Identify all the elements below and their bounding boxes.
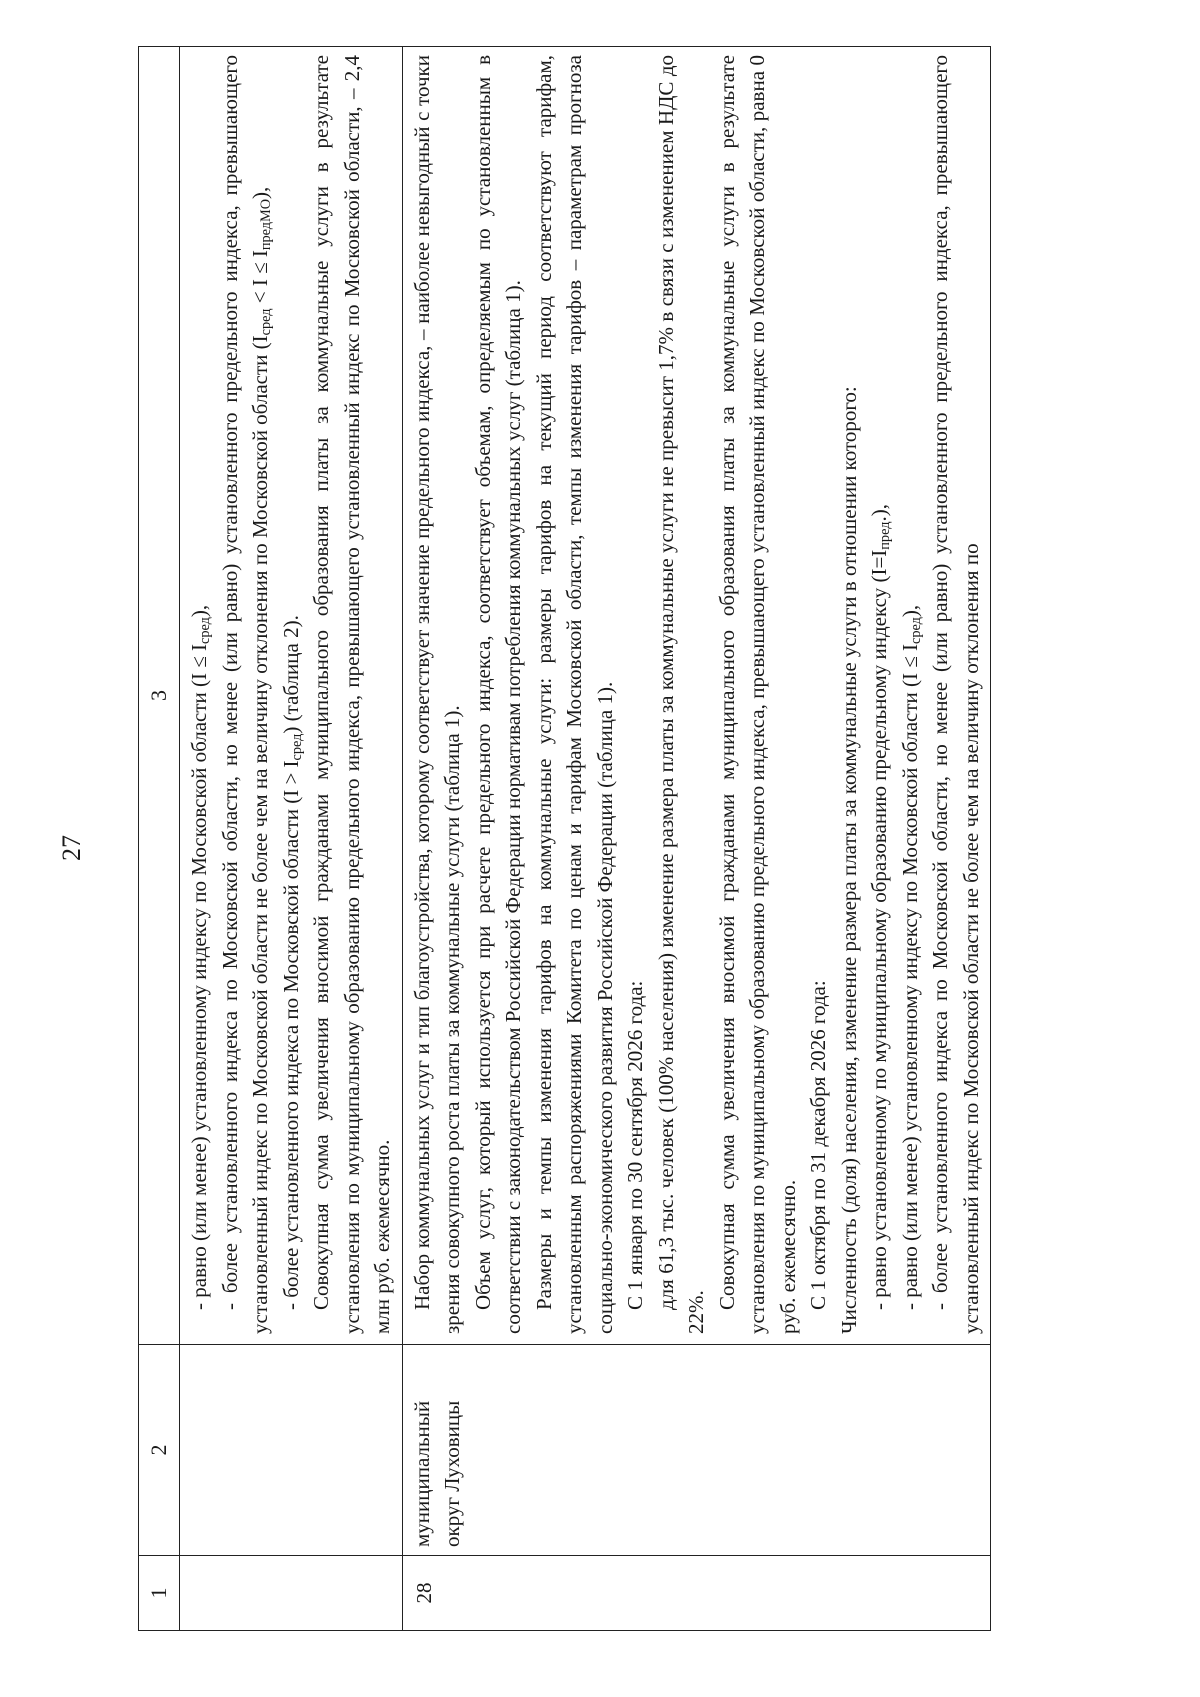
paragraph: - равно (или менее) установленному индексу по Московской области $(I \le I_{сред})$, [897,604,924,1310]
header-col-2: 2 [139,1345,180,1556]
rotated-page-content [138,46,1138,1631]
paragraph: - более установленного индекса по Московской области, но менее (или равно) установленного предельного индекса, превышающего установленный индекс по Московской области не более чем на величину отклонения по Московской области $(I_{сред} < I \le I_{предМО})$, [217,55,275,1334]
header-col-3: 3 [139,47,180,1345]
row-cont-municipality-cell [180,1345,403,1556]
paragraph: С 1 октября по 31 декабря 2026 года: [806,980,830,1310]
paragraph: Численность (доля) населения, изменение размера платы за коммунальные услуги в отношении которого: [836,386,861,1334]
paragraph: - более установленного индекса по Московской области, но менее (или равно) установленного предельного индекса, превышающего установленный индекс по Московской области не более чем на величину отклонения по [928,55,983,1334]
municipality-name: муниципальный округ Луховицы [402,1345,991,1556]
header-col-1: 1 [139,1556,180,1631]
main-table [138,46,991,1631]
row-28-text-cell [402,47,991,1345]
table-row-continuation [180,47,403,1631]
row-cont-num-cell [180,1556,403,1631]
paragraph: - равно (или менее) установленному индексу по Московской области $(I \le I_{сред})$, [187,604,214,1310]
paragraph: Размеры и темпы изменения тарифов на коммунальные услуги: размеры тарифов на текущий период соответствуют тарифам, установленным распоряжениями Комитета по ценам и тарифам Московской области, темпы изменения тарифов – параметрам прогноза социально-экономического развития Российской Федерации (таблица 1). [531,55,617,1334]
row-number: 28 [402,1556,991,1631]
paragraph: Совокупная сумма увеличения вносимой гражданами муниципального образования платы за коммунальные услуги в результате установления по муниципальному образованию предельного индекса, превышающего установленный индекс по Московской области, равна 0 руб. ежемесячно. [714,55,800,1334]
paragraph: Набор коммунальных услуг и тип благоустройства, которому соответствует значение предельного индекса, – наиболее невыгодный с точки зрения совокупного роста платы за коммунальные услуги (таблица 1). [409,55,464,1334]
paragraph: Объем услуг, который используется при расчете предельного индекса, соответствует объемам, определяемым по установленным в соответствии с законодательством Российской Федерации нормативам потребления коммунальных услуг (таблица 1). [470,55,525,1334]
page-number: 27 [57,835,86,861]
paragraph: Совокупная сумма увеличения вносимой гражданами муниципального образования платы за коммунальные услуги в результате установления по муниципальному образованию предельного индекса, превышающего установленный индекс по Московской области, – 2,4 млн руб. ежемесячно. [309,55,394,1334]
paragraph: - более установленного индекса по Московской области $(I > I_{сред})$ (таблица 2). [278,615,305,1310]
table-header-row [139,47,180,1631]
row-cont-text-cell [180,47,403,1345]
paragraph: С 1 января по 30 сентября 2026 года: [623,980,647,1310]
table-row-28 [402,47,991,1631]
paragraph: для 61,3 тыс. человек (100% населения) изменение размера платы за коммунальные услуги не превысит 1,7% в связи с изменением НДС до 22%. [653,55,708,1334]
paragraph: - равно установленному по муниципальному образованию предельному индексу $(I=I_{пред}.)$, [867,504,894,1310]
